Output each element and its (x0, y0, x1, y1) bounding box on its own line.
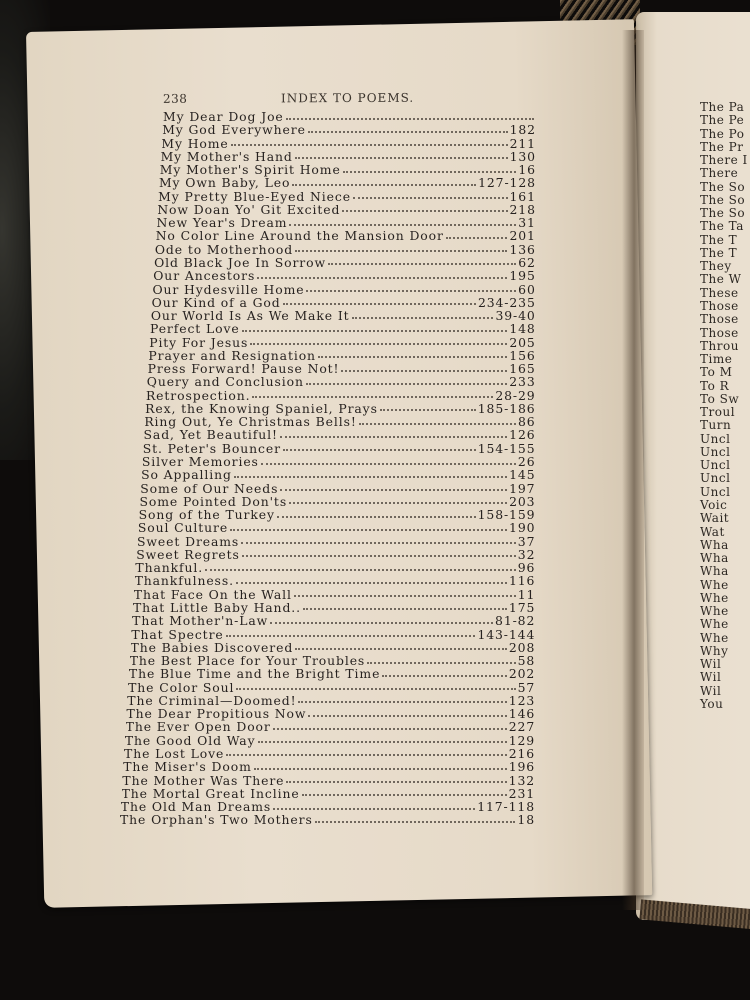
dot-leader (250, 340, 507, 345)
entry-page: 96 (517, 561, 536, 576)
index-entry (151, 309, 536, 323)
entry-title: My Dear Dog Joe (163, 110, 284, 124)
entry-page: 202 (508, 667, 536, 682)
right-page-line: Wha (700, 564, 729, 579)
index-entry (126, 707, 535, 721)
index-entry (126, 720, 535, 734)
right-page-line: Uncl (700, 471, 731, 486)
dot-leader (283, 300, 476, 305)
right-page-line: The W (700, 272, 742, 287)
index-entry (143, 442, 536, 456)
index-entry (141, 468, 535, 482)
entry-title: Soul Culture (137, 521, 229, 536)
entry-page: 195 (509, 269, 536, 284)
dot-leader (273, 805, 475, 810)
index-entry (122, 774, 535, 788)
entry-title: Old Black Joe In Sorrow (154, 255, 326, 270)
dot-leader (242, 552, 516, 557)
entry-title: The Blue Time and the Bright Time (128, 667, 381, 682)
entry-page: 185-186 (477, 401, 536, 416)
entry-page: 39-40 (495, 309, 536, 324)
index-entry (156, 229, 536, 243)
entry-title: St. Peter's Bouncer (142, 441, 281, 456)
dot-leader (273, 725, 507, 730)
entry-title: The Ever Open Door (125, 720, 271, 735)
entry-title: Now Doan Yo' Git Excited (157, 202, 341, 217)
dot-leader (380, 406, 476, 411)
right-page-line: The T (700, 232, 738, 247)
index-entry (144, 428, 536, 442)
index-entry (153, 269, 536, 283)
index-entry (125, 734, 535, 748)
entry-title: My Mother's Hand (160, 149, 293, 164)
right-page-line: Wil (700, 683, 722, 698)
entry-page: 156 (509, 348, 536, 363)
index-entry (152, 296, 536, 310)
page-header (163, 90, 543, 110)
index-entry (148, 362, 536, 376)
dot-leader (241, 539, 516, 544)
entry-title: Song of the Turkey (138, 508, 275, 523)
entry-title: So Appalling (141, 468, 232, 483)
right-page-line: Uncl (700, 458, 731, 473)
dot-leader (295, 247, 507, 252)
dot-leader (295, 645, 507, 650)
index-entry (160, 163, 536, 177)
entry-page: 62 (518, 255, 536, 270)
index-entry (148, 349, 535, 363)
entry-title: The Dear Propitious Now (126, 707, 307, 722)
dot-leader (359, 420, 516, 425)
right-page-line: Those (700, 298, 739, 313)
dot-leader (306, 380, 507, 385)
entry-page: 218 (509, 202, 536, 217)
index-entry (157, 216, 536, 230)
entry-title: The Old Man Dreams (120, 800, 272, 815)
dot-leader (367, 659, 515, 664)
right-page-line: Wha (700, 551, 729, 566)
right-page-line: There (700, 166, 739, 181)
dot-leader (298, 698, 506, 703)
entry-title: The Good Old Way (124, 733, 256, 748)
entry-title: Ring Out, Ye Christmas Bells! (144, 415, 357, 430)
dot-leader (446, 234, 508, 239)
right-page-line: Time (700, 352, 733, 367)
entry-page: 203 (509, 494, 536, 509)
index-entry (157, 203, 536, 217)
index-entry (147, 375, 536, 389)
right-page-line: Those (700, 312, 739, 327)
right-page-line: Voic (700, 497, 728, 512)
dot-leader (234, 473, 507, 478)
index-entry (142, 455, 536, 469)
right-page-line: The So (700, 206, 746, 221)
index-entry (127, 694, 535, 708)
dot-leader (280, 486, 507, 491)
entry-page: 216 (508, 746, 536, 761)
index-entry (131, 628, 535, 642)
dot-leader (318, 353, 507, 358)
dot-leader (295, 154, 508, 159)
right-page-line: They (700, 259, 732, 274)
dot-leader (294, 592, 516, 597)
entry-title: Our Hydesville Home (152, 282, 305, 297)
entry-page: 123 (508, 693, 536, 708)
entry-title: Perfect Love (150, 322, 240, 337)
dot-leader (242, 327, 508, 332)
index-entry (121, 800, 535, 814)
index-entry (128, 681, 535, 695)
dot-leader (236, 579, 507, 584)
dot-leader (315, 818, 516, 823)
entry-page: 81-82 (495, 614, 536, 629)
index-entry (130, 654, 535, 668)
right-page-line: The Po (700, 126, 745, 141)
entry-title: Silver Memories (141, 455, 259, 470)
entry-title: Sad, Yet Beautiful! (143, 428, 278, 443)
right-page-line: Uncl (700, 444, 731, 459)
entry-title: Thankful. (135, 561, 204, 576)
dot-leader (353, 194, 508, 199)
index-entry (138, 521, 536, 535)
entry-page: 145 (509, 468, 536, 483)
right-page-line: The So (700, 179, 746, 194)
right-page-line: To Sw (700, 391, 740, 406)
dot-leader (292, 181, 476, 186)
dot-leader (342, 207, 507, 212)
index-entry (149, 336, 535, 350)
entry-page: 227 (508, 720, 536, 735)
entry-title: No Color Line Around the Mansion Door (155, 229, 444, 244)
entry-page: 175 (508, 600, 536, 615)
dot-leader (341, 367, 507, 372)
entry-title: Thankfulness. (134, 574, 234, 589)
entry-title: My Own Baby, Leo (158, 176, 291, 191)
right-page-line: Whe (700, 577, 729, 592)
dot-leader (306, 287, 516, 292)
entry-title: That Mother'n-Law (132, 614, 269, 629)
entry-page: 129 (508, 733, 536, 748)
dot-leader (308, 128, 508, 133)
right-page-line: There I (700, 153, 748, 168)
dot-leader (308, 712, 506, 717)
entry-page: 37 (517, 534, 536, 549)
right-page-line: Wil (700, 670, 722, 685)
entry-title: Our World Is As We Make It (150, 309, 350, 324)
entry-title: The Mother Was There (122, 773, 285, 788)
right-page-line: Troul (700, 405, 736, 420)
index-entry (135, 561, 535, 575)
index-entry (139, 495, 535, 509)
entry-page: 28-29 (495, 388, 536, 403)
dot-leader (257, 274, 507, 279)
entry-title: The Miser's Doom (123, 760, 252, 775)
entry-title: That Little Baby Hand.. (132, 600, 301, 615)
entry-page: 117-118 (477, 800, 535, 815)
entry-page: 58 (517, 654, 536, 669)
index-entry (129, 667, 535, 681)
dot-leader (205, 566, 516, 571)
entry-title: The Lost Love (124, 746, 225, 761)
dot-leader (289, 221, 516, 226)
dot-leader (252, 393, 493, 398)
right-page-line: Wat (700, 524, 725, 539)
dot-leader (254, 765, 507, 770)
entry-title: The Babies Discovered (130, 640, 294, 655)
entry-title: The Color Soul (128, 680, 235, 695)
entry-page: 130 (509, 149, 536, 164)
entry-page: 196 (508, 760, 536, 775)
right-page-line: The T (700, 245, 738, 260)
page-title: INDEX TO POEMS. (280, 90, 415, 106)
entry-title: My Mother's Spirit Home (159, 163, 341, 178)
right-page-line: The Pa (700, 100, 745, 114)
right-page-line: Whe (700, 630, 729, 645)
entry-title: The Criminal—Doomed! (127, 693, 297, 708)
entry-title: Rex, the Knowing Spaniel, Prays (145, 401, 378, 416)
right-page-line: To M (700, 365, 733, 380)
entry-page: 32 (517, 547, 536, 562)
right-page-line: Wait (700, 511, 730, 526)
dot-leader (302, 791, 507, 796)
entry-title: Some of Our Needs (140, 481, 279, 496)
entry-title: The Best Place for Your Troubles (129, 654, 366, 669)
entry-page: 18 (517, 813, 535, 828)
entry-page: 132 (508, 773, 536, 788)
entry-page: 201 (509, 229, 536, 244)
entry-page: 161 (509, 189, 536, 204)
dot-leader (289, 499, 507, 504)
index-entry (161, 137, 536, 151)
index-entry (135, 574, 536, 588)
entry-page: 116 (508, 574, 536, 589)
entry-page: 136 (509, 242, 536, 257)
entry-page: 31 (518, 216, 536, 231)
right-page-line: Whe (700, 617, 729, 632)
entry-title: That Spectre (131, 627, 224, 642)
entry-page: 182 (509, 123, 536, 138)
entry-title: Query and Conclusion (146, 375, 304, 390)
index-entry (120, 813, 535, 827)
right-page-line: Uncl (700, 484, 731, 499)
right-page-line: The Pe (700, 113, 745, 128)
right-page-line: Wil (700, 657, 722, 672)
entry-title: Some Pointed Don'ts (139, 494, 288, 509)
dot-leader (230, 526, 507, 531)
dot-leader (231, 141, 508, 146)
index-entry (158, 190, 536, 204)
entry-page: 158-159 (477, 508, 536, 523)
right-page-line: Whe (700, 590, 729, 605)
index-entry (139, 508, 536, 522)
entry-page: 16 (518, 163, 536, 178)
entry-title: The Orphan's Two Mothers (120, 813, 313, 828)
right-page-line: Turn (700, 418, 732, 433)
right-page-line: You (700, 696, 724, 711)
dot-leader (226, 751, 506, 756)
entry-title: Our Ancestors (153, 269, 256, 284)
entry-title: Retrospection. (145, 388, 251, 403)
entry-page: 231 (508, 786, 536, 801)
entry-page: 126 (509, 428, 536, 443)
index-entry (124, 747, 535, 761)
right-page-line: Why (700, 643, 729, 658)
index-entry (155, 243, 536, 257)
entry-page: 11 (517, 587, 536, 602)
dot-leader (258, 738, 507, 743)
entry-page: 26 (517, 455, 536, 470)
dot-leader (277, 513, 476, 518)
right-page-line: The Ta (700, 219, 744, 234)
right-page-line: The Pr (700, 139, 744, 154)
entry-title: My God Everywhere (162, 123, 306, 138)
right-page-line: Those (700, 325, 739, 340)
dot-leader (261, 460, 516, 465)
index-entry (146, 389, 536, 403)
index-entry (145, 402, 535, 416)
dot-leader (270, 619, 493, 624)
index-entry (150, 322, 536, 336)
page-number: 238 (162, 91, 188, 106)
entry-page: 57 (517, 680, 536, 695)
dot-leader (226, 632, 476, 637)
index-entry (123, 760, 535, 774)
dot-leader (303, 605, 507, 610)
entry-title: Pity For Jesus (149, 335, 249, 350)
entry-page: 205 (509, 335, 536, 350)
entry-title: Ode to Motherhood (154, 242, 294, 257)
entry-title: Prayer and Resignation (148, 348, 316, 363)
entry-page: 190 (509, 521, 536, 536)
right-page-line: Wha (700, 537, 729, 552)
index-entry (163, 110, 536, 124)
right-page-line: Throu (700, 338, 739, 353)
dot-leader (286, 778, 506, 783)
entry-page: 127-128 (478, 176, 536, 191)
entry-page: 165 (509, 362, 536, 377)
index-entry (136, 548, 535, 562)
entry-page: 86 (517, 415, 536, 430)
right-page-line: Uncl (700, 431, 731, 446)
index-entry (132, 614, 535, 628)
entry-title: Our Kind of a God (151, 295, 281, 310)
entry-page: 211 (509, 136, 536, 151)
index-entry (140, 482, 535, 496)
index-entry (161, 150, 536, 164)
right-page-line: To R (700, 378, 730, 393)
index-entry (131, 641, 536, 655)
index-entry (122, 787, 535, 801)
entry-title: Sweet Dreams (137, 534, 240, 549)
entry-page: 148 (509, 322, 536, 337)
dot-leader (283, 446, 476, 451)
entry-page: 146 (508, 707, 536, 722)
right-page-line: The So (700, 192, 746, 207)
index-entry (154, 256, 536, 270)
entry-title: Press Forward! Pause Not! (147, 362, 340, 377)
dot-leader (286, 115, 534, 120)
dot-leader (280, 433, 507, 438)
right-page-line: Whe (700, 604, 729, 619)
entry-page: 143-144 (477, 627, 536, 642)
index-entry (162, 123, 536, 137)
index-entry (159, 176, 536, 190)
entry-title: My Home (161, 136, 229, 151)
index-entry (144, 415, 535, 429)
dot-leader (382, 672, 507, 677)
entry-title: New Year's Dream (156, 216, 288, 231)
entry-page: 60 (518, 282, 536, 297)
index-entry (133, 601, 535, 615)
dot-leader (236, 685, 515, 690)
dot-leader (328, 260, 516, 265)
entry-title: The Mortal Great Incline (121, 786, 300, 801)
dot-leader (352, 314, 494, 319)
right-page-line: These (700, 285, 739, 300)
entry-page: 233 (509, 375, 536, 390)
entry-page: 197 (509, 481, 536, 496)
entry-title: Sweet Regrets (136, 547, 240, 562)
entry-page: 208 (508, 640, 536, 655)
entry-title: My Pretty Blue-Eyed Niece (158, 189, 351, 204)
dot-leader (343, 168, 517, 173)
entry-title: That Face On the Wall (133, 587, 292, 602)
index-entry (134, 588, 536, 602)
entry-page: 234-235 (477, 295, 536, 310)
index-entry (152, 283, 535, 297)
entry-page: 154-155 (477, 441, 536, 456)
index-entry (137, 535, 535, 549)
